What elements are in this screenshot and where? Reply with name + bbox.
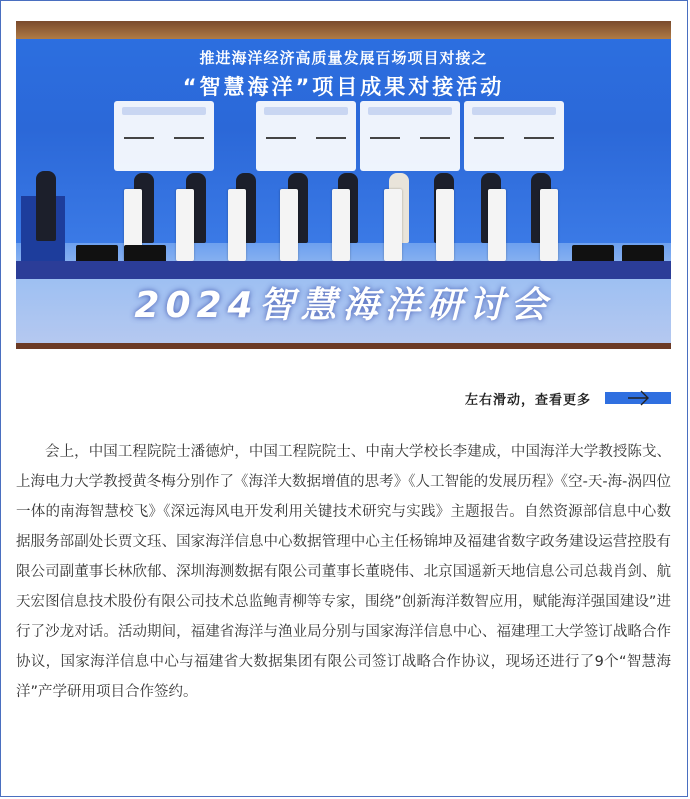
- podium: [280, 189, 298, 261]
- swipe-hint[interactable]: [16, 389, 671, 407]
- paragraph-text: 会上，中国工程院院士潘德炉，中国工程院院士、中南大学校长李建成，中国海洋大学教授陈戈、上海电力大学教授黄冬梅分别作了《海洋大数据增值的思考》《人工智能的发展历程》《空-天-海-涡四位一体的南海智慧校飞》《深远海风电开发利用关键技术研究与实践》主题报告。自然资源部信息中心数据服务部副处长贾文珏、国家海洋信息中心数据管理中心主任杨锦坤及福建省数字政务建设运营控股有限公司副董事长林欣郁、深圳海测数据有限公司董事长董晓伟、北京国遥新天地信息公司总裁肖剑、航天宏图信息技术股份有限公司技术总监鲍青柳等专家，围绕”创新海洋数智应用，赋能海洋强国建设”进行了沙龙对话。活动期间，福建省海洋与渔业局分别与国家海洋信息中心、福建理工大学签订战略合作协议，国家海洋信息中心与福建省大数据集团有限公司签订战略合作协议，现场还进行了9个“智慧海洋”产学研用项目合作签约。: [16, 444, 671, 700]
- photo-title: “智慧海洋”项目成果对接活动: [182, 75, 505, 99]
- swipe-bar[interactable]: [605, 392, 671, 404]
- podium: [176, 189, 194, 261]
- podium: [384, 189, 402, 261]
- stage-banner-text: 2024智慧海洋研讨会: [134, 285, 553, 326]
- signing-panel: [360, 101, 460, 171]
- carpet-strip: [16, 343, 671, 349]
- swipe-hint-label: 左右滑动，查看更多: [464, 393, 591, 408]
- podium: [488, 189, 506, 261]
- podium: [436, 189, 454, 261]
- signing-panel: [464, 101, 564, 171]
- podium: [228, 189, 246, 261]
- podium: [332, 189, 350, 261]
- signing-panel: [256, 101, 356, 171]
- article-paragraph: [16, 437, 671, 707]
- ceiling: [16, 21, 671, 39]
- person: [36, 171, 56, 241]
- photo-subtitle: 推进海洋经济高质量发展百场项目对接之: [199, 49, 488, 67]
- podium: [540, 189, 558, 261]
- signing-panel: [114, 101, 214, 171]
- arrow-right-icon: [627, 388, 651, 408]
- event-photo[interactable]: [16, 21, 671, 349]
